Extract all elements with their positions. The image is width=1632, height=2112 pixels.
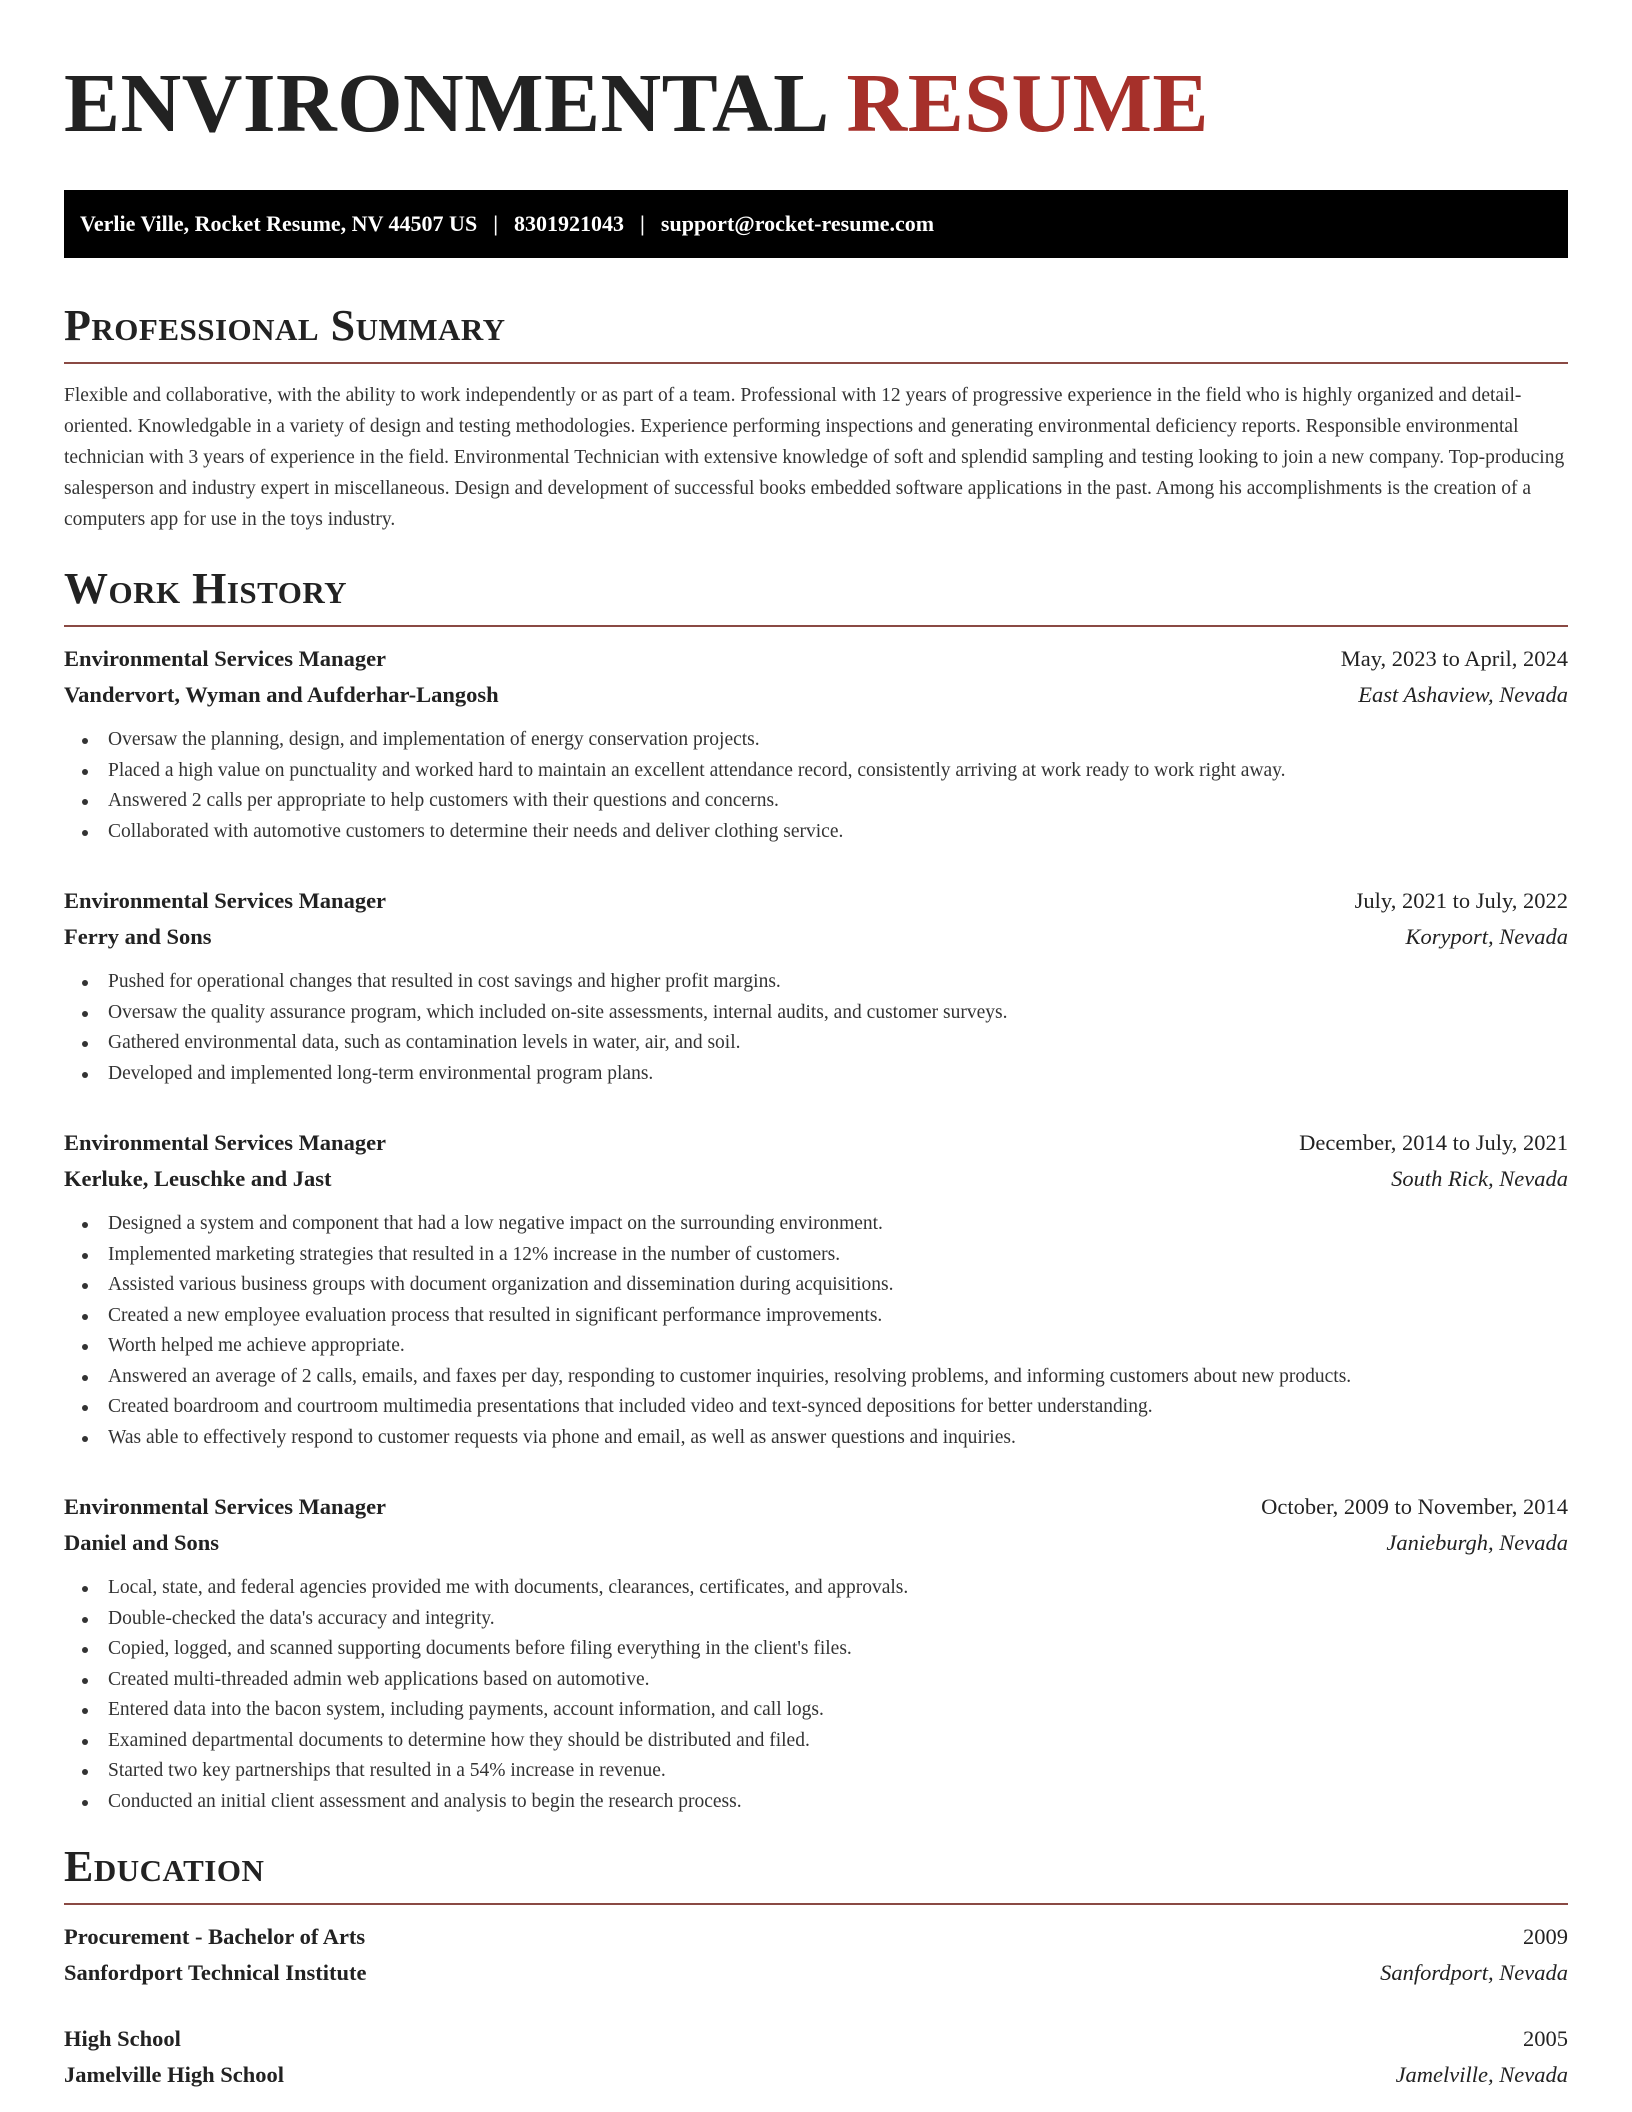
bullet-icon [82, 1222, 88, 1228]
bullet-text: Assisted various business groups with document organization and dissemination during acquisitions. [108, 1274, 894, 1295]
bullet-text: Worth helped me achieve appropriate. [108, 1335, 405, 1356]
list-item [80, 817, 1568, 848]
job-title-row [64, 641, 1568, 677]
education-degree: High School [64, 2026, 181, 2051]
job-bullets [64, 1573, 1568, 1817]
section-divider [64, 362, 1568, 364]
job-company-row [64, 919, 1568, 955]
bullet-icon [82, 1344, 88, 1350]
bullet-text: Oversaw the quality assurance program, which included on-site assessments, internal audits, and customer surveys. [108, 1001, 1008, 1023]
list-item [80, 1573, 1568, 1604]
list-item [80, 725, 1568, 756]
bullet-text: Conducted an initial client assessment and analysis to begin the research process. [108, 1790, 742, 1812]
bullet-text: Implemented marketing strategies that resulted in a 12% increase in the number of customers. [108, 1243, 841, 1265]
bullet-text: Answered an average of 2 calls, emails, and faxes per day, responding to customer inquiries, resolving problems, and informing customers about new products. [108, 1365, 1352, 1387]
bullet-icon [82, 1739, 88, 1745]
education-school: Jamelville High School [64, 2062, 285, 2087]
job-list [64, 641, 1568, 1817]
job-title-row [64, 883, 1568, 919]
bullet-text: Started two key partnerships that resulted in a 54% increase in revenue. [108, 1760, 666, 1781]
job-title: Environmental Services Manager [64, 1130, 387, 1155]
list-item [80, 1331, 1568, 1362]
contact-separator: | [493, 211, 499, 236]
bullet-icon [82, 799, 88, 805]
job-location: East Ashaview, Nevada [1358, 682, 1568, 707]
job-entry [64, 883, 1568, 1089]
job-company-row [64, 677, 1568, 713]
bullet-icon [82, 1283, 88, 1289]
job-bullets [64, 967, 1568, 1089]
list-item [80, 1726, 1568, 1757]
education-school-row [64, 2057, 1568, 2093]
bullet-text: Double-checked the data's accuracy and integrity. [108, 1607, 495, 1629]
job-title: Environmental Services Manager [64, 646, 387, 671]
job-dates: December, 2014 to July, 2021 [1299, 1130, 1568, 1155]
title-main: ENVIRONMENTAL [64, 57, 826, 150]
list-item [80, 1301, 1568, 1332]
bullet-text: Was able to effectively respond to customer requests via phone and email, as well as answer questions and inquiries. [108, 1426, 1016, 1448]
contact-phone: 8301921043 [514, 211, 625, 236]
list-item [80, 1634, 1568, 1665]
education-school-row [64, 1955, 1568, 1991]
bullet-icon [82, 1436, 88, 1442]
bullet-icon [82, 1708, 88, 1714]
contact-address: Verlie Ville, Rocket Resume, NV 44507 US [80, 211, 478, 236]
list-item [80, 1756, 1568, 1787]
list-item [80, 1787, 1568, 1818]
list-item [80, 1604, 1568, 1635]
bullet-icon [82, 769, 88, 775]
education-degree: Procurement - Bachelor of Arts [64, 1924, 366, 1949]
contact-bar [64, 190, 1568, 258]
title-accent: RESUME [846, 57, 1209, 150]
work-history-section [64, 565, 1568, 1817]
education-location: Sanfordport, Nevada [1380, 1960, 1568, 1985]
bullet-text: Gathered environmental data, such as contamination levels in water, air, and soil. [108, 1032, 741, 1053]
list-item [80, 1392, 1568, 1423]
bullet-icon [82, 738, 88, 744]
resume-title [64, 57, 1568, 150]
job-company: Vandervort, Wyman and Aufderhar-Langosh [64, 682, 499, 707]
bullet-text: Answered 2 calls per appropriate to help customers with their questions and concerns. [108, 790, 779, 811]
bullet-icon [82, 1314, 88, 1320]
education-location: Jamelville, Nevada [1395, 2062, 1568, 2087]
bullet-icon [82, 1041, 88, 1047]
job-title: Environmental Services Manager [64, 1494, 387, 1519]
education-list [64, 1919, 1568, 2093]
job-title: Environmental Services Manager [64, 888, 387, 913]
job-dates: July, 2021 to July, 2022 [1354, 888, 1568, 913]
list-item [80, 1270, 1568, 1301]
list-item [80, 1665, 1568, 1696]
education-school: Sanfordport Technical Institute [64, 1960, 367, 1985]
section-divider [64, 1903, 1568, 1905]
job-entry [64, 1125, 1568, 1453]
section-heading: Education [64, 1842, 265, 1891]
bullet-text: Developed and implemented long-term environmental program plans. [108, 1062, 654, 1084]
bullet-text: Oversaw the planning, design, and implementation of energy conservation projects. [108, 729, 760, 750]
list-item [80, 1695, 1568, 1726]
job-company: Daniel and Sons [64, 1530, 220, 1555]
bullet-icon [82, 1072, 88, 1078]
list-item [80, 967, 1568, 998]
job-bullets [64, 1209, 1568, 1453]
bullet-text: Designed a system and component that had a low negative impact on the surrounding environment. [108, 1213, 883, 1234]
bullet-icon [82, 1253, 88, 1259]
education-degree-row [64, 2021, 1568, 2057]
section-heading: Professional Summary [64, 301, 506, 350]
bullet-text: Created a new employee evaluation process that resulted in significant performance improvements. [108, 1304, 883, 1326]
bullet-icon [82, 1678, 88, 1684]
bullet-icon [82, 1011, 88, 1017]
section-heading: Work History [64, 564, 348, 613]
job-dates: October, 2009 to November, 2014 [1261, 1494, 1568, 1519]
education-year: 2005 [1523, 2026, 1568, 2051]
education-year: 2009 [1523, 1924, 1568, 1949]
education-entry [64, 2021, 1568, 2093]
bullet-icon [82, 1769, 88, 1775]
bullet-text: Copied, logged, and scanned supporting documents before filing everything in the client's files. [108, 1638, 852, 1659]
bullet-text: Collaborated with automotive customers to determine their needs and deliver clothing service. [108, 820, 844, 842]
bullet-text: Created multi-threaded admin web applications based on automotive. [108, 1668, 650, 1690]
bullet-icon [82, 1586, 88, 1592]
list-item [80, 1059, 1568, 1090]
job-company-row [64, 1525, 1568, 1561]
job-company-row [64, 1161, 1568, 1197]
bullet-text: Local, state, and federal agencies provided me with documents, clearances, certificates, and approvals. [108, 1577, 909, 1598]
list-item [80, 756, 1568, 787]
job-location: South Rick, Nevada [1391, 1166, 1568, 1191]
list-item [80, 1362, 1568, 1393]
section-divider [64, 625, 1568, 627]
bullet-icon [82, 1375, 88, 1381]
job-location: Koryport, Nevada [1405, 924, 1568, 949]
job-title-row [64, 1125, 1568, 1161]
bullet-text: Examined departmental documents to determine how they should be distributed and filed. [108, 1729, 810, 1751]
bullet-text: Created boardroom and courtroom multimedia presentations that included video and text-synced depositions for better understanding. [108, 1396, 1153, 1417]
job-location: Janieburgh, Nevada [1386, 1530, 1568, 1555]
contact-separator: | [640, 211, 645, 236]
education-section [64, 1843, 1568, 2093]
list-item [80, 1240, 1568, 1271]
list-item [80, 1209, 1568, 1240]
bullet-icon [82, 1647, 88, 1653]
bullet-icon [82, 1405, 88, 1411]
list-item [80, 998, 1568, 1029]
job-entry [64, 1489, 1568, 1817]
summary-text: Flexible and collaborative, with the ability to work independently or as part of a team. Professional with 12 years of progressive experience in the field who is highly organized and detail-oriented. Knowledgable in a variety of design and testing methodologies. Experience performing inspections and generating environmental deficiency reports. Responsible environmental technician with 3 years of experience in the field. Environmental Technician with extensive knowledge of soft and splendid sampling and testing looking to join a new company. Top-producing salesperson and industry expert in miscellaneous. Design and development of successful books embedded software applications in the past. Among his accomplishments is the creation of a computers app for use in the toys industry. [64, 385, 1565, 530]
education-degree-row [64, 1919, 1568, 1955]
professional-summary-section [64, 302, 1568, 535]
job-bullets [64, 725, 1568, 847]
list-item [80, 1028, 1568, 1059]
bullet-text: Pushed for operational changes that resulted in cost savings and higher profit margins. [108, 971, 781, 992]
job-company: Ferry and Sons [64, 924, 212, 949]
list-item [80, 1423, 1568, 1454]
bullet-text: Placed a high value on punctuality and worked hard to maintain an excellent attendance record, consistently arriving at work ready to work right away. [108, 759, 1286, 781]
bullet-icon [82, 1617, 88, 1623]
job-dates: May, 2023 to April, 2024 [1340, 646, 1568, 671]
job-title-row [64, 1489, 1568, 1525]
contact-email: support@rocket-resume.com [660, 211, 935, 236]
job-company: Kerluke, Leuschke and Jast [64, 1166, 332, 1191]
bullet-icon [82, 1800, 88, 1806]
bullet-icon [82, 830, 88, 836]
education-entry [64, 1919, 1568, 1991]
bullet-icon [82, 980, 88, 986]
list-item [80, 786, 1568, 817]
bullet-text: Entered data into the bacon system, including payments, account information, and call logs. [108, 1699, 824, 1720]
job-entry [64, 641, 1568, 847]
